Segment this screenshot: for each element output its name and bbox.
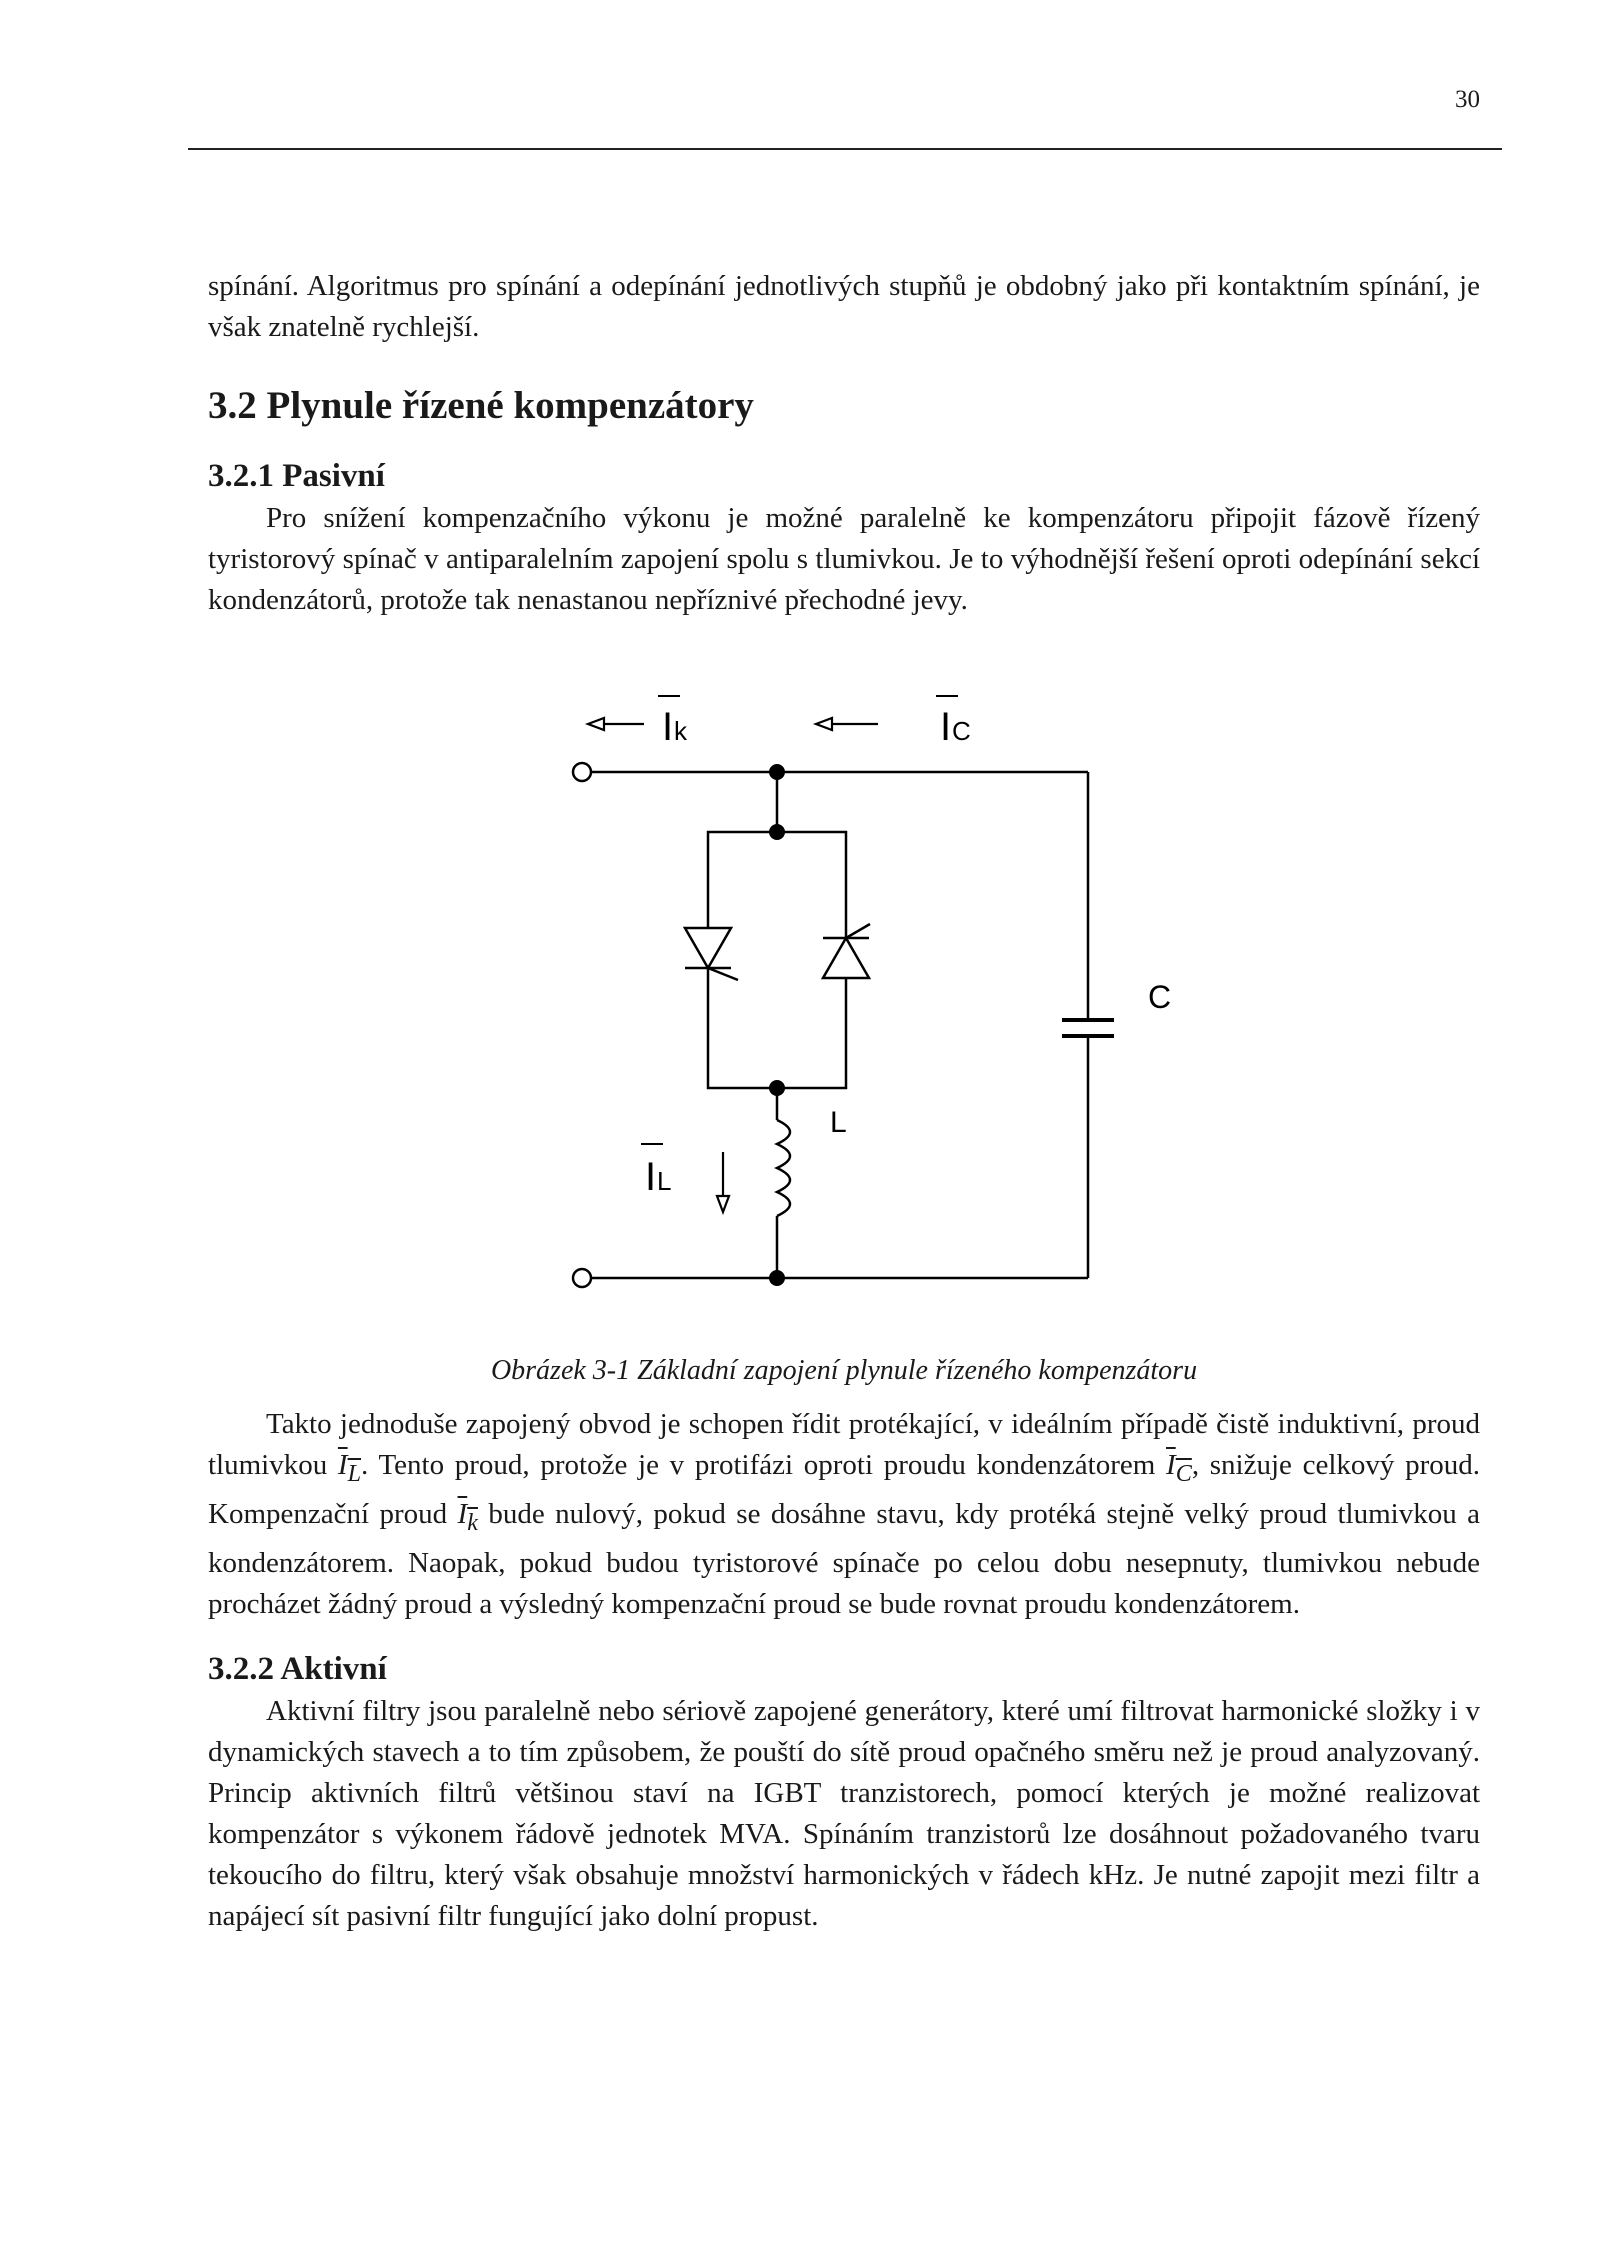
subsection-heading-passive: 3.2.1 Pasivní (208, 458, 385, 494)
description-part4: bude nulový, pokud se dosáhne stavu, kdy protéká stejně velký proud tlumivkou a kondenzátorem. Naopak, pokud budou tyristorové spínače po celou dobu nesepnuty, tlumivkou nebude procházet žádný proud a výsledný kompenzační proud se bude rovnat proudu kondenzátorem. (208, 1497, 1480, 1620)
section-heading: 3.2 Plynule řízené kompenzátory (208, 384, 754, 427)
thyristor-left-triangle (685, 928, 731, 968)
junction-loop-bottom (769, 1080, 785, 1096)
symbol-ic (1166, 1449, 1192, 1487)
continuation-paragraph: spínání. Algoritmus pro spínání a odepínání jednotlivých stupňů je obdobný jako při kontaktním spínání, je však znatelně rychlejší. (208, 270, 1480, 343)
passive-paragraph: Pro snížení kompenzačního výkonu je možné paralelně ke kompenzátoru připojit fázově řízený tyristorový spínač v antiparalelním zapojení spolu s tlumivkou. Je to výhodnější řešení oproti odepínání sekcí kondenzátorů, protože tak nenastanou nepříznivé přechodné jevy. (208, 502, 1480, 616)
thyristor-loop (708, 832, 846, 1088)
inductor-label: L (830, 1106, 847, 1139)
top-text-block (208, 266, 1480, 621)
figure-caption: Obrázek 3-1 Základní zapojení plynule řízeného kompenzátoru (490, 1355, 1198, 1386)
symbol-il-main: I (337, 1449, 348, 1481)
ic-arrow-head (816, 718, 832, 730)
ik-label-main: I (662, 705, 674, 749)
thyristor-right-triangle (823, 938, 869, 978)
ic-label-sub: C (952, 716, 971, 746)
description-part2: . Tento proud, protože je v protifázi oproti proudu kondenzátorem (361, 1449, 1167, 1481)
capacitor-label: C (1148, 979, 1172, 1015)
ik-label-sub: k (674, 716, 687, 746)
symbol-ik (457, 1497, 478, 1536)
il-label-main: I (645, 1155, 657, 1199)
description-part3: , snižuje celkový proud. Kompenzační proud (208, 1449, 1480, 1530)
header-rule (188, 148, 1502, 150)
active-paragraph: Aktivní filtry jsou paralelně nebo sériově zapojené generátory, které umí filtrovat harmonické složky i v dynamických stavech a to tím způsobem, že pouští do sítě proud opačného směru než je proud analyzovaný. Princip aktivních filtrů většinou staví na IGBT tranzistorech, pomocí kterých je možné realizovat kompenzátor s výkonem řádově jednotek MVA. Spínáním tranzistorů lze dosáhnout požadovaného tvaru tekoucího do filtru, který však obsahuje množství harmonických v řádech kHz. Je nutné zapojit mezi filtr a napájecí sít pasivní filtr fungující jako dolní propust. (208, 1694, 1480, 1932)
ic-label-main: I (940, 705, 952, 749)
junction-top (769, 764, 785, 780)
terminal-bottom (573, 1269, 591, 1287)
description-part1: Takto jednoduše zapojený obvod je schopen řídit protékající, v ideálním případě čistě induktivní, proud tlumivkou (208, 1408, 1480, 1481)
description-paragraph (208, 1404, 1480, 1625)
symbol-il (337, 1449, 362, 1487)
circuit-diagram (540, 680, 1200, 1320)
subsection-heading-active: 3.2.2 Aktivní (208, 1650, 387, 1687)
symbol-ic-sub: C (1175, 1459, 1192, 1487)
symbol-ic-main: I (1166, 1449, 1176, 1481)
il-arrow-head (717, 1196, 729, 1212)
junction-bottom (769, 1270, 785, 1286)
symbol-ik-main: I (457, 1497, 468, 1530)
symbol-il-sub: L (347, 1459, 362, 1487)
terminal-top (573, 763, 591, 781)
thyristor-right-gate (846, 924, 870, 938)
il-label-sub: L (657, 1166, 672, 1196)
ik-arrow-head (588, 718, 604, 730)
thyristor-left-gate (708, 968, 738, 980)
symbol-ik-sub: k (467, 1508, 478, 1536)
inductor-symbol (777, 1120, 790, 1216)
junction-loop-top (769, 824, 785, 840)
bottom-text-block (208, 1404, 1480, 1937)
page-number: 30 (1455, 86, 1480, 113)
